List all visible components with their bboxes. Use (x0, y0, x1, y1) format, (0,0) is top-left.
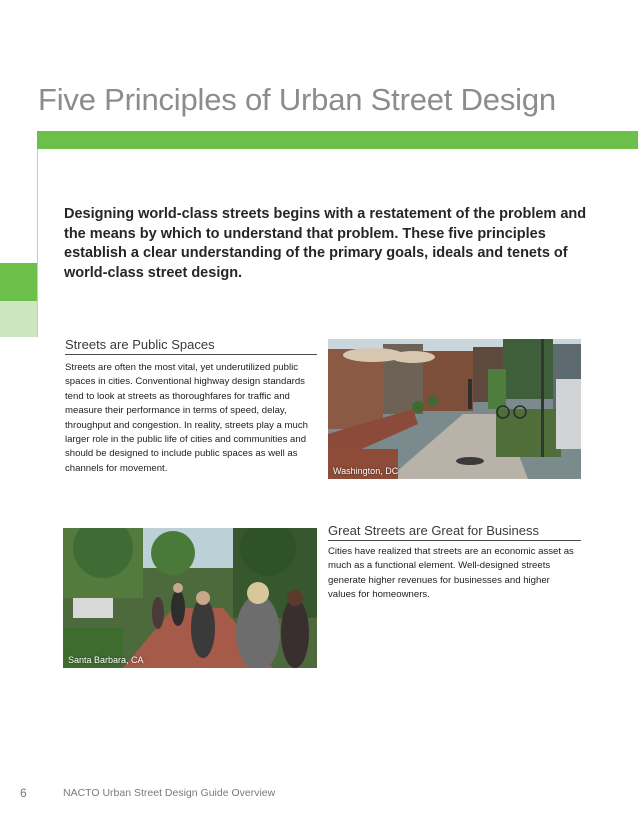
sidewalk-pedestrians-illustration (63, 528, 317, 668)
street-cafe-illustration (328, 339, 581, 479)
section-tab-light (0, 301, 37, 337)
photo-caption: Santa Barbara, CA (68, 655, 144, 665)
section-heading-public-spaces: Streets are Public Spaces (65, 337, 317, 355)
section-tab-dark (0, 263, 37, 301)
section-heading-business: Great Streets are Great for Business (328, 523, 581, 541)
margin-rule (37, 149, 38, 337)
photo-caption: Washington, DC (333, 466, 399, 476)
intro-paragraph: Designing world-class streets begins with a restatement of the problem and the means by which to understand that problem. These five principles establish a clear understanding of the primary goals, ideals and tenets of world-class street design. (64, 206, 587, 281)
accent-band (37, 131, 638, 149)
photo-santa-barbara (63, 528, 317, 668)
footer-document-title: NACTO Urban Street Design Guide Overview (63, 787, 276, 799)
photo-washington-dc (328, 339, 581, 479)
section-body-public-spaces: Streets are often the most vital, yet underutilized public spaces in cities. Conventional highway design standards tend to look at streets as thoroughfares for traffic and measure their performance in terms of speed, delay, throughput and congestion. In reality, streets play a much larger role in the public life of cities and communities and should be designed to include public spaces as well as channels for movement. (65, 362, 309, 474)
section-body-business: Cities have realized that streets are an economic asset as much as a functional element. Well-designed streets generate higher revenues for businesses and higher values for homeowners. (328, 546, 574, 601)
page-title: Five Principles of Urban Street Design (38, 82, 556, 117)
page-number: 6 (20, 786, 27, 800)
